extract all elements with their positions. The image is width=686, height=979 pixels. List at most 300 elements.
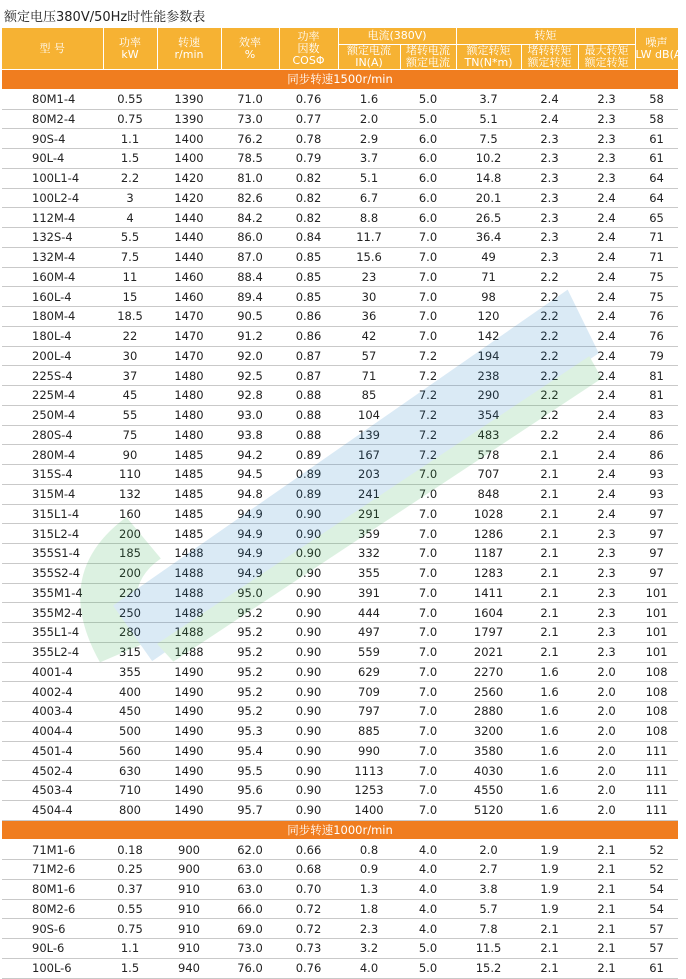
cell-locked-torque: 2.3 — [521, 208, 578, 228]
cell-model: 355L1-4 — [2, 623, 103, 643]
cell-locked-torque: 2.2 — [521, 307, 578, 327]
cell-rated-torque: 848 — [456, 484, 521, 504]
cell-rated-current: 497 — [338, 623, 400, 643]
cell-max-torque: 2.4 — [578, 307, 635, 327]
cell-power: 710 — [103, 781, 157, 801]
cell-rated-torque: 5.1 — [456, 109, 521, 129]
cell-noise: 76 — [635, 307, 678, 327]
cell-efficiency: 94.2 — [221, 445, 279, 465]
cell-speed: 1490 — [157, 662, 221, 682]
cell-model: 132M-4 — [2, 247, 103, 267]
cell-power: 7.5 — [103, 247, 157, 267]
cell-efficiency: 73.0 — [221, 939, 279, 959]
cell-efficiency: 95.2 — [221, 682, 279, 702]
cell-rated-torque: 3.7 — [456, 89, 521, 109]
table-row — [2, 781, 678, 801]
table-row — [2, 247, 678, 267]
table-row — [2, 682, 678, 702]
cell-max-torque: 2.3 — [578, 623, 635, 643]
cell-rated-torque: 1411 — [456, 583, 521, 603]
cell-noise: 86 — [635, 425, 678, 445]
cell-locked-torque: 2.1 — [521, 465, 578, 485]
cell-locked-current: 7.0 — [400, 642, 456, 662]
cell-locked-current: 7.2 — [400, 386, 456, 406]
cell-locked-current: 7.0 — [400, 504, 456, 524]
cell-rated-torque: 2021 — [456, 642, 521, 662]
cell-rated-current: 359 — [338, 524, 400, 544]
cell-rated-current: 203 — [338, 465, 400, 485]
cell-noise: 101 — [635, 603, 678, 623]
table-row — [2, 386, 678, 406]
cell-noise: 57 — [635, 939, 678, 959]
table-row — [2, 445, 678, 465]
table-row — [2, 919, 678, 939]
table-row — [2, 109, 678, 129]
cell-locked-torque: 1.6 — [521, 662, 578, 682]
cell-efficiency: 94.9 — [221, 524, 279, 544]
cell-efficiency: 76.2 — [221, 129, 279, 149]
cell-rated-current: 332 — [338, 544, 400, 564]
table-row — [2, 307, 678, 327]
cell-model: 315L1-4 — [2, 504, 103, 524]
cell-model: 200L-4 — [2, 346, 103, 366]
cell-power-factor: 0.85 — [279, 247, 338, 267]
cell-rated-torque: 11.5 — [456, 939, 521, 959]
cell-max-torque: 2.1 — [578, 919, 635, 939]
cell-model: 355M1-4 — [2, 583, 103, 603]
cell-locked-torque: 2.1 — [521, 484, 578, 504]
cell-speed: 1490 — [157, 682, 221, 702]
cell-speed: 1390 — [157, 89, 221, 109]
table-row — [2, 662, 678, 682]
cell-model: 80M2-4 — [2, 109, 103, 129]
cell-speed: 1485 — [157, 445, 221, 465]
table-row — [2, 879, 678, 899]
table-row — [2, 465, 678, 485]
cell-locked-current: 7.0 — [400, 702, 456, 722]
cell-efficiency: 81.0 — [221, 168, 279, 188]
cell-max-torque: 2.4 — [578, 267, 635, 287]
cell-locked-current: 7.0 — [400, 583, 456, 603]
cell-power: 15 — [103, 287, 157, 307]
cell-model: 80M1-6 — [2, 879, 103, 899]
header-torque-group: 转矩 — [456, 28, 635, 45]
cell-rated-current: 3.2 — [338, 939, 400, 959]
cell-efficiency: 82.6 — [221, 188, 279, 208]
cell-rated-current: 57 — [338, 346, 400, 366]
cell-noise: 101 — [635, 642, 678, 662]
cell-rated-current: 0.9 — [338, 860, 400, 880]
cell-model: 4003-4 — [2, 702, 103, 722]
cell-locked-current: 7.0 — [400, 524, 456, 544]
cell-locked-torque: 1.6 — [521, 741, 578, 761]
cell-locked-current: 7.2 — [400, 405, 456, 425]
cell-power: 45 — [103, 386, 157, 406]
cell-rated-current: 139 — [338, 425, 400, 445]
cell-noise: 101 — [635, 623, 678, 643]
cell-noise: 64 — [635, 188, 678, 208]
cell-model: 90L-6 — [2, 939, 103, 959]
cell-efficiency: 63.0 — [221, 860, 279, 880]
cell-noise: 97 — [635, 524, 678, 544]
table-body — [2, 70, 678, 979]
cell-efficiency: 95.2 — [221, 662, 279, 682]
header-efficiency: 效率 % — [221, 28, 279, 70]
cell-max-torque: 2.4 — [578, 228, 635, 248]
header-rated-current: 额定电流 IN(A) — [338, 45, 400, 70]
cell-speed: 1490 — [157, 741, 221, 761]
cell-max-torque: 2.4 — [578, 465, 635, 485]
cell-noise: 61 — [635, 958, 678, 978]
cell-model: 71M1-6 — [2, 840, 103, 860]
cell-rated-current: 0.8 — [338, 840, 400, 860]
cell-rated-current: 8.8 — [338, 208, 400, 228]
cell-power: 18.5 — [103, 307, 157, 327]
cell-rated-torque: 3580 — [456, 741, 521, 761]
cell-noise: 83 — [635, 405, 678, 425]
cell-speed: 1490 — [157, 800, 221, 820]
cell-power: 250 — [103, 603, 157, 623]
cell-locked-current: 7.0 — [400, 307, 456, 327]
cell-rated-current: 885 — [338, 721, 400, 741]
table-row — [2, 958, 678, 978]
cell-speed: 1470 — [157, 326, 221, 346]
table-row — [2, 366, 678, 386]
cell-rated-current: 3.7 — [338, 149, 400, 169]
header-model: 型 号 — [2, 28, 103, 70]
cell-model: 180M-4 — [2, 307, 103, 327]
cell-locked-current: 7.0 — [400, 662, 456, 682]
cell-max-torque: 2.0 — [578, 721, 635, 741]
cell-speed: 1460 — [157, 287, 221, 307]
cell-max-torque: 2.0 — [578, 781, 635, 801]
cell-speed: 1485 — [157, 504, 221, 524]
header-rated-torque: 额定转矩 TN(N*m) — [456, 45, 521, 70]
cell-model: 90L-4 — [2, 149, 103, 169]
cell-model: 315M-4 — [2, 484, 103, 504]
cell-noise: 57 — [635, 919, 678, 939]
cell-rated-torque: 1797 — [456, 623, 521, 643]
cell-rated-current: 990 — [338, 741, 400, 761]
cell-noise: 75 — [635, 267, 678, 287]
cell-power: 200 — [103, 524, 157, 544]
cell-speed: 1390 — [157, 109, 221, 129]
cell-speed: 1485 — [157, 484, 221, 504]
cell-noise: 97 — [635, 504, 678, 524]
cell-efficiency: 91.2 — [221, 326, 279, 346]
cell-speed: 1480 — [157, 386, 221, 406]
cell-model: 100L1-4 — [2, 168, 103, 188]
cell-rated-current: 5.1 — [338, 168, 400, 188]
cell-model: 4501-4 — [2, 741, 103, 761]
cell-power-factor: 0.90 — [279, 642, 338, 662]
cell-max-torque: 2.4 — [578, 366, 635, 386]
table-row — [2, 623, 678, 643]
cell-rated-current: 444 — [338, 603, 400, 623]
cell-rated-current: 2.3 — [338, 919, 400, 939]
cell-max-torque: 2.1 — [578, 860, 635, 880]
cell-rated-torque: 1604 — [456, 603, 521, 623]
cell-locked-current: 4.0 — [400, 919, 456, 939]
cell-rated-current: 1400 — [338, 800, 400, 820]
cell-locked-current: 7.0 — [400, 761, 456, 781]
cell-rated-torque: 120 — [456, 307, 521, 327]
cell-power-factor: 0.90 — [279, 682, 338, 702]
cell-power-factor: 0.66 — [279, 840, 338, 860]
cell-speed: 1440 — [157, 228, 221, 248]
cell-efficiency: 95.2 — [221, 603, 279, 623]
cell-power: 1.5 — [103, 149, 157, 169]
cell-locked-current: 7.0 — [400, 682, 456, 702]
cell-power: 110 — [103, 465, 157, 485]
cell-locked-torque: 2.1 — [521, 642, 578, 662]
cell-rated-torque: 49 — [456, 247, 521, 267]
cell-power-factor: 0.90 — [279, 524, 338, 544]
cell-max-torque: 2.3 — [578, 149, 635, 169]
cell-power-factor: 0.79 — [279, 149, 338, 169]
cell-locked-current: 7.0 — [400, 800, 456, 820]
cell-speed: 910 — [157, 879, 221, 899]
cell-noise: 65 — [635, 208, 678, 228]
cell-locked-current: 5.0 — [400, 958, 456, 978]
cell-max-torque: 2.0 — [578, 702, 635, 722]
cell-power: 11 — [103, 267, 157, 287]
cell-model: 225M-4 — [2, 386, 103, 406]
cell-power-factor: 0.72 — [279, 899, 338, 919]
cell-noise: 108 — [635, 682, 678, 702]
cell-efficiency: 88.4 — [221, 267, 279, 287]
cell-rated-torque: 2270 — [456, 662, 521, 682]
cell-rated-torque: 4030 — [456, 761, 521, 781]
cell-rated-current: 1253 — [338, 781, 400, 801]
cell-speed: 1488 — [157, 623, 221, 643]
table-row — [2, 860, 678, 880]
cell-power-factor: 0.87 — [279, 346, 338, 366]
cell-locked-torque: 2.1 — [521, 958, 578, 978]
cell-model: 90S-6 — [2, 919, 103, 939]
cell-speed: 1488 — [157, 544, 221, 564]
cell-locked-torque: 2.1 — [521, 583, 578, 603]
cell-power-factor: 0.90 — [279, 721, 338, 741]
cell-power-factor: 0.90 — [279, 741, 338, 761]
cell-efficiency: 84.2 — [221, 208, 279, 228]
cell-efficiency: 92.0 — [221, 346, 279, 366]
cell-rated-current: 1.3 — [338, 879, 400, 899]
cell-max-torque: 2.1 — [578, 879, 635, 899]
cell-speed: 900 — [157, 860, 221, 880]
cell-speed: 1488 — [157, 563, 221, 583]
cell-power-factor: 0.87 — [279, 366, 338, 386]
cell-locked-current: 7.0 — [400, 228, 456, 248]
cell-model: 71M2-6 — [2, 860, 103, 880]
cell-power-factor: 0.82 — [279, 208, 338, 228]
cell-locked-current: 7.0 — [400, 721, 456, 741]
section-label: 同步转速1000r/min — [2, 820, 678, 840]
cell-locked-current: 7.0 — [400, 484, 456, 504]
cell-speed: 1488 — [157, 583, 221, 603]
cell-rated-current: 6.7 — [338, 188, 400, 208]
cell-power-factor: 0.89 — [279, 445, 338, 465]
cell-locked-torque: 2.3 — [521, 188, 578, 208]
table-row — [2, 939, 678, 959]
cell-power-factor: 0.70 — [279, 879, 338, 899]
cell-model: 225S-4 — [2, 366, 103, 386]
cell-speed: 1488 — [157, 603, 221, 623]
cell-model: 4001-4 — [2, 662, 103, 682]
cell-efficiency: 76.0 — [221, 958, 279, 978]
cell-locked-torque: 2.3 — [521, 129, 578, 149]
cell-max-torque: 2.4 — [578, 405, 635, 425]
cell-efficiency: 94.9 — [221, 504, 279, 524]
cell-model: 100L2-4 — [2, 188, 103, 208]
cell-max-torque: 2.4 — [578, 188, 635, 208]
cell-locked-current: 5.0 — [400, 939, 456, 959]
cell-rated-torque: 5120 — [456, 800, 521, 820]
cell-efficiency: 71.0 — [221, 89, 279, 109]
cell-locked-current: 7.0 — [400, 741, 456, 761]
table-row — [2, 149, 678, 169]
cell-efficiency: 92.8 — [221, 386, 279, 406]
cell-locked-current: 7.2 — [400, 425, 456, 445]
cell-locked-current: 7.0 — [400, 603, 456, 623]
cell-power: 0.25 — [103, 860, 157, 880]
cell-max-torque: 2.4 — [578, 346, 635, 366]
cell-max-torque: 2.4 — [578, 208, 635, 228]
cell-power-factor: 0.76 — [279, 958, 338, 978]
cell-speed: 1488 — [157, 642, 221, 662]
cell-rated-current: 11.7 — [338, 228, 400, 248]
cell-max-torque: 2.4 — [578, 445, 635, 465]
cell-rated-torque: 238 — [456, 366, 521, 386]
cell-noise: 97 — [635, 563, 678, 583]
cell-model: 280S-4 — [2, 425, 103, 445]
header-locked-current: 堵转电流 额定电流 — [400, 45, 456, 70]
cell-locked-current: 7.2 — [400, 346, 456, 366]
table-row — [2, 504, 678, 524]
cell-power-factor: 0.90 — [279, 563, 338, 583]
cell-rated-current: 797 — [338, 702, 400, 722]
cell-model: 280M-4 — [2, 445, 103, 465]
cell-efficiency: 94.9 — [221, 544, 279, 564]
cell-noise: 54 — [635, 879, 678, 899]
cell-max-torque: 2.3 — [578, 642, 635, 662]
cell-max-torque: 2.3 — [578, 109, 635, 129]
cell-noise: 76 — [635, 326, 678, 346]
cell-rated-torque: 26.5 — [456, 208, 521, 228]
cell-rated-current: 629 — [338, 662, 400, 682]
cell-power: 315 — [103, 642, 157, 662]
cell-power-factor: 0.90 — [279, 781, 338, 801]
cell-locked-torque: 1.6 — [521, 761, 578, 781]
cell-efficiency: 94.9 — [221, 563, 279, 583]
cell-power: 220 — [103, 583, 157, 603]
cell-power-factor: 0.85 — [279, 287, 338, 307]
table-row — [2, 761, 678, 781]
cell-rated-torque: 4550 — [456, 781, 521, 801]
cell-power-factor: 0.76 — [279, 89, 338, 109]
section-row — [2, 820, 678, 840]
cell-locked-torque: 1.9 — [521, 879, 578, 899]
cell-efficiency: 90.5 — [221, 307, 279, 327]
cell-noise: 111 — [635, 741, 678, 761]
cell-efficiency: 89.4 — [221, 287, 279, 307]
cell-max-torque: 2.4 — [578, 326, 635, 346]
cell-power-factor: 0.90 — [279, 544, 338, 564]
cell-power: 0.18 — [103, 840, 157, 860]
cell-power: 132 — [103, 484, 157, 504]
cell-max-torque: 2.4 — [578, 425, 635, 445]
table-row — [2, 840, 678, 860]
cell-power-factor: 0.85 — [279, 267, 338, 287]
cell-max-torque: 2.4 — [578, 484, 635, 504]
cell-rated-current: 167 — [338, 445, 400, 465]
cell-model: 132S-4 — [2, 228, 103, 248]
cell-noise: 108 — [635, 702, 678, 722]
cell-efficiency: 94.5 — [221, 465, 279, 485]
cell-max-torque: 2.4 — [578, 386, 635, 406]
cell-power: 30 — [103, 346, 157, 366]
cell-power-factor: 0.90 — [279, 702, 338, 722]
cell-speed: 1420 — [157, 188, 221, 208]
cell-rated-current: 2.9 — [338, 129, 400, 149]
cell-power-factor: 0.88 — [279, 425, 338, 445]
cell-rated-current: 71 — [338, 366, 400, 386]
cell-rated-torque: 1283 — [456, 563, 521, 583]
cell-speed: 1490 — [157, 761, 221, 781]
table-row — [2, 346, 678, 366]
cell-power: 0.37 — [103, 879, 157, 899]
cell-power-factor: 0.90 — [279, 603, 338, 623]
table-row — [2, 425, 678, 445]
cell-locked-torque: 2.3 — [521, 228, 578, 248]
cell-rated-torque: 142 — [456, 326, 521, 346]
cell-efficiency: 93.0 — [221, 405, 279, 425]
cell-max-torque: 2.3 — [578, 544, 635, 564]
cell-power: 400 — [103, 682, 157, 702]
cell-speed: 1490 — [157, 702, 221, 722]
cell-locked-current: 7.2 — [400, 366, 456, 386]
cell-noise: 75 — [635, 287, 678, 307]
cell-noise: 101 — [635, 583, 678, 603]
cell-rated-torque: 290 — [456, 386, 521, 406]
cell-power-factor: 0.90 — [279, 504, 338, 524]
cell-rated-current: 36 — [338, 307, 400, 327]
table-row — [2, 208, 678, 228]
cell-efficiency: 95.6 — [221, 781, 279, 801]
table-row — [2, 326, 678, 346]
cell-rated-torque: 14.8 — [456, 168, 521, 188]
cell-rated-current: 241 — [338, 484, 400, 504]
cell-speed: 1480 — [157, 405, 221, 425]
cell-rated-torque: 7.5 — [456, 129, 521, 149]
table-row — [2, 583, 678, 603]
cell-power: 55 — [103, 405, 157, 425]
cell-noise: 52 — [635, 860, 678, 880]
cell-power: 0.55 — [103, 89, 157, 109]
cell-noise: 111 — [635, 781, 678, 801]
cell-rated-torque: 3.8 — [456, 879, 521, 899]
table-row — [2, 168, 678, 188]
cell-locked-torque: 2.2 — [521, 425, 578, 445]
cell-power-factor: 0.78 — [279, 129, 338, 149]
cell-rated-torque: 1187 — [456, 544, 521, 564]
cell-max-torque: 2.0 — [578, 682, 635, 702]
cell-power-factor: 0.82 — [279, 168, 338, 188]
cell-noise: 108 — [635, 662, 678, 682]
cell-locked-current: 5.0 — [400, 109, 456, 129]
cell-locked-current: 7.0 — [400, 623, 456, 643]
cell-efficiency: 66.0 — [221, 899, 279, 919]
